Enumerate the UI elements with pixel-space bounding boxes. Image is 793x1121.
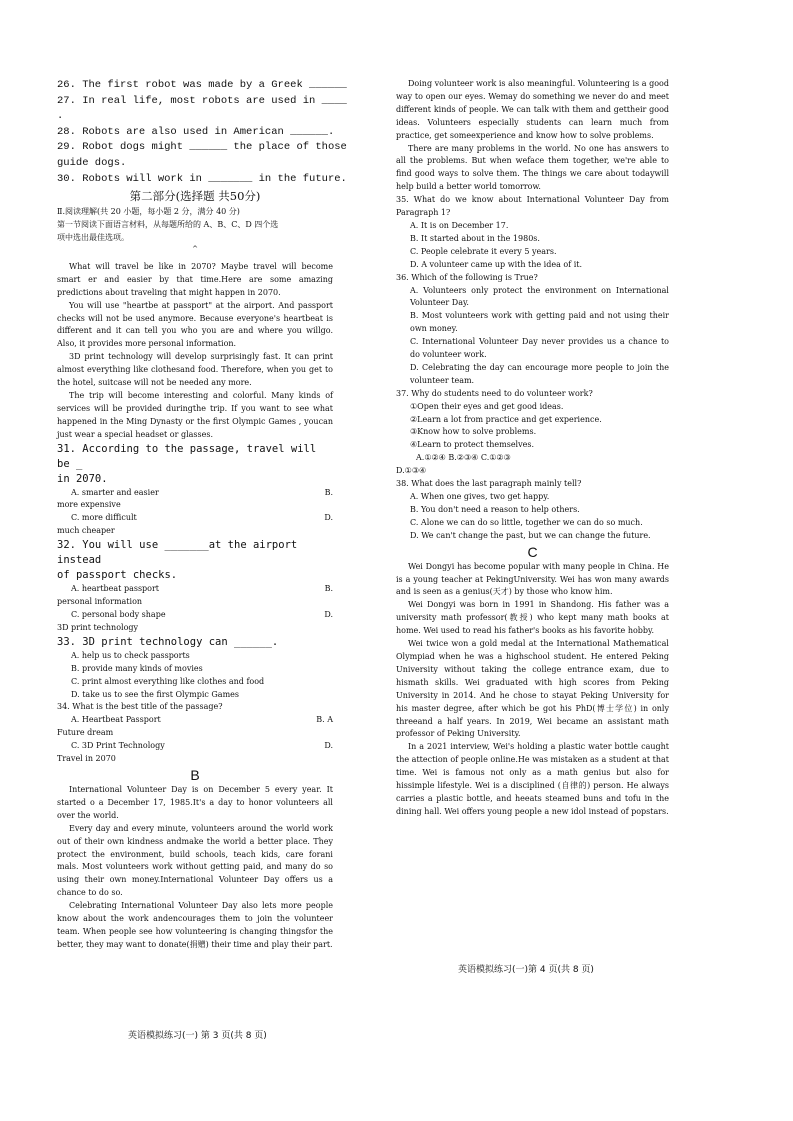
option: D. Celebrating the day can encourage more people to join the volunteer team. <box>410 362 669 385</box>
passage-a-p1: What will travel be like in 2070? Maybe travel will become smart er and easier by that time.Here are some amazing predictions about traveling that might happen in 2070. <box>57 261 333 297</box>
caret-mark: ^ <box>192 244 198 253</box>
option: ②Learn a lot from practice and get experience. <box>410 414 602 424</box>
option: ④Learn to protect themselves. <box>410 440 535 450</box>
passage-b-letter: B <box>190 766 200 783</box>
option: B. <box>324 487 333 497</box>
passage-c-p4: In a 2021 interview, Wei's holding a plastic water bottle caught the attection of people online.He was mistaken as a student at that time. Wei is famous not only as a math genius but also for hissimple lifestyle. Wei is a disciplined (自律的) person. He always carries a plastic bottle, and heeats steamed buns and tofu in the dining hall. Wei offers young people a new idol instead of popstars. <box>396 742 669 816</box>
option: A. It is on December 17. <box>410 220 509 230</box>
right-column <box>396 78 669 819</box>
question-26: 26. The first robot was made by a Greek ______ <box>57 79 347 91</box>
passage-b-p3: Celebrating International Volunteer Day also lets more people know about the work andencourages them to join the volunteer team. When people see how volunteering is changing thingsfor the better, they may want to donate(捐赠) their time and play their part. <box>57 901 333 949</box>
option: D. We can't change the past, but we can change the future. <box>410 530 651 540</box>
option: Future dream <box>57 728 114 738</box>
page-footer-left: 英语模拟练习(一) 第 3 页(共 8 页) <box>128 1031 267 1041</box>
passage-c-p3: Wei twice won a gold medal at the International Mathematical Olympiad when he was a highschool student. He entered Peking University without taking the college entrance exam, due to hismath skills. Wei graduated with high scores from Peking University in 2014. And he chose to stayat Peking University for his master degree, after which be got his PhD(博士学位) in only threeand a half years. In 2019, Wei became an assistant math professor of Peking University. <box>396 639 669 739</box>
question-38: 38. What does the last paragraph mainly tell? <box>396 479 582 489</box>
question-36: 36. Which of the following is True? <box>396 272 538 282</box>
q34-options-ab <box>57 714 333 727</box>
question-27: 27. In real life, most robots are used in ____ <box>57 94 347 107</box>
option: A. Heartbeat Passport <box>71 715 161 725</box>
passage-b-p2: Every day and every minute, volunteers around the world work out of their own kindness andmake the world a better place. They protect the environment, build schools, teach kids, care forani mals. Most volunteers work without getting paid, and many do so using their own money.International Volunteer Day offers us a chance to do so. <box>57 823 333 898</box>
option: C. personal body shape <box>71 610 166 619</box>
option: 3D print technology <box>57 622 139 632</box>
question-29-cont: guide dogs. <box>57 156 127 169</box>
option: D. <box>324 513 333 523</box>
question-35: 35. What do we know about International Volunteer Day from Paragraph 1? <box>396 195 669 218</box>
option: ①Open their eyes and get good ideas. <box>410 401 564 411</box>
option: D. <box>324 610 333 619</box>
option: B. It started about in the 1980s. <box>410 233 540 243</box>
q32-options-cd <box>57 609 333 622</box>
option: personal information <box>57 597 143 607</box>
question-34: 34. What is the best title of the passage? <box>57 702 223 712</box>
question-32-cont: of passport checks. <box>57 569 178 582</box>
option: B. <box>324 584 333 594</box>
question-32: 32. You will use _______at the airport instead <box>57 539 298 567</box>
option: C. print almost everything like clothes and food <box>71 676 265 686</box>
section2-instruction: Ⅱ.阅读理解(共 20 小题，每小题 2 分，满分 40 分) <box>57 207 240 217</box>
q34-options-cd <box>57 740 333 753</box>
option: B. You don't need a reason to help others. <box>410 504 580 514</box>
question-33: 33. 3D print technology can ______. <box>57 635 279 648</box>
option: C. more difficult <box>71 513 137 523</box>
passage-b-p5: There are many problems in the world. No one has answers to all the problems. But when weface them together, we're able to find good ways to solve them. The things we care about todaywill help build a better world tomorrow. <box>396 143 669 192</box>
option: C. 3D Print Technology <box>71 741 165 751</box>
option: B. A <box>316 715 333 725</box>
q32-options-ab <box>57 583 333 596</box>
option: B. provide many kinds of movies <box>71 663 203 673</box>
option: D. <box>324 741 333 751</box>
option: A. help us to check passports <box>71 650 190 660</box>
passage-b-p1: International Volunteer Day is on December 5 every year. It started o a December 17, 1985.It's a day to honor volunteers all over the world. <box>57 784 333 820</box>
q37-answers: A.①②④ B.②③④ C.①②③ <box>416 453 511 463</box>
option: more expensive <box>57 500 121 510</box>
passage-b-p4: Doing volunteer work is also meaningful. Volunteering is a good way to open our eyes. Wemay do something we never do and meet different kinds of people. We can talk with them and gettheir good ideas. Volunteers especially students can learn much from practice, get someexperience and know how to solve problems. <box>396 79 669 140</box>
question-28: 28. Robots are also used in American ______. <box>57 125 335 138</box>
option: much cheaper <box>57 526 115 536</box>
passage-c-letter: C <box>527 543 538 560</box>
question-31-cont: in 2070. <box>57 472 108 485</box>
question-29: 29. Robot dogs might ______ the place of those <box>57 141 347 154</box>
option: C. People celebrate it every 5 years. <box>410 246 557 256</box>
q37-answer-d: D.①③④ <box>396 466 427 476</box>
option: Travel in 2070 <box>57 754 116 764</box>
passage-a-p2: You will use "heartbe at passport" at the airport. And passport checks will not be used anymore. Because everyone's heartbeat is different and it can tell you who you are and where you willgo. Also, it provides more personal information. <box>57 300 333 349</box>
passage-c-p2: Wei Dongyi was born in 1991 in Shandong. His father was a university math professor(教授) who kept many math books at home. Wei used to read his father's books as his favorite hobby. <box>396 600 669 636</box>
part2-heading: 第二部分(选择题 共50分) <box>129 189 261 204</box>
q31-options-cd <box>57 512 333 525</box>
option: D. A volunteer came up with the idea of it. <box>410 259 583 269</box>
left-column <box>57 78 347 952</box>
option: D. take us to see the first Olympic Games <box>71 689 239 699</box>
option: B. Most volunteers work with getting paid and not using their own money. <box>410 311 669 334</box>
passage-c-p1: Wei Dongyi has become popular with many people in China. He is a young teacher at PekingUniversity. Wei has won many awards and is seen as a genius(天才) by those who know him. <box>396 561 669 597</box>
option: A. When one gives, two get happy. <box>410 492 550 501</box>
option: C. Alone we can do so little, together we can do so much. <box>410 517 643 527</box>
option: A. smarter and easier <box>71 487 159 497</box>
q31-options-ab <box>57 487 333 500</box>
question-31: 31. According to the passage, travel will be _ <box>57 442 317 470</box>
passage-a-p4: The trip will become interesting and colorful. Many kinds of services will be provided duringthe trip. If you want to see what happened in the Ming Dynasty or the first Olympic Games , youcan just wear a special headset or glasses. <box>57 390 333 439</box>
passage-a-p3: 3D print technology will develop surprisingly fast. It can print almost everything like clothesand food. Therefore, when you get to the hotel, suitcase will not be needed any more. <box>57 352 333 388</box>
question-37: 37. Why do students need to do volunteer work? <box>396 388 593 398</box>
section2-instruction-3: 项中选出最佳选项。 <box>57 232 129 242</box>
option: C. International Volunteer Day never provides us a chance to do volunteer work. <box>410 337 669 360</box>
option: A. Volunteers only protect the environment on International Volunteer Day. <box>410 285 669 308</box>
option: A. heartbeat passport <box>71 584 160 594</box>
page-footer-right: 英语模拟练习(一)第 4 页(共 8 页) <box>458 965 594 975</box>
option: ③Know how to solve problems. <box>410 427 537 437</box>
question-27-end: . <box>57 110 64 123</box>
question-30: 30. Robots will work in _______ in the future. <box>57 172 347 185</box>
section2-instruction-2: 第一节阅读下面语言材料，从每题所给的 A、B、C、D 四个选 <box>57 220 279 230</box>
